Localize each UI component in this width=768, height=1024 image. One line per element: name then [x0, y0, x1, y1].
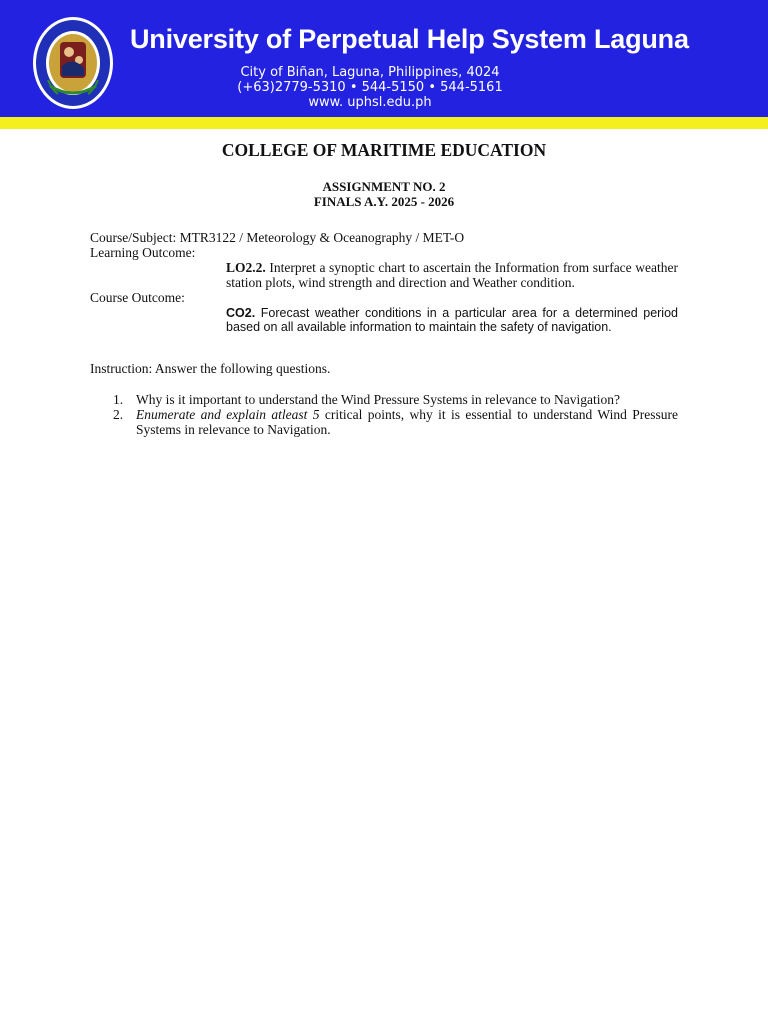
- lo-description: Interpret a synoptic chart to ascertain the Information from surface weather station plots, wind strength and direction and Weather condition.: [226, 260, 678, 290]
- course-outcome-text: [226, 306, 678, 334]
- university-seal-logo: [32, 16, 114, 110]
- course-outcome-label: Course Outcome:: [90, 290, 185, 305]
- course-subject: Course/Subject: MTR3122 / Meteorology & Oceanography / MET-O: [90, 230, 465, 245]
- question-emphasis: Enumerate and explain atleast 5: [136, 407, 320, 422]
- assignment-term: FINALS A.Y. 2025 - 2026: [313, 194, 455, 209]
- university-website: www. uphsl.edu.ph: [308, 95, 432, 110]
- assignment-number: ASSIGNMENT NO. 2: [322, 179, 446, 194]
- instruction: Instruction: Answer the following questions.: [90, 361, 331, 376]
- question-text: Why is it important to understand the Wind Pressure Systems in relevance to Navigation?: [136, 392, 620, 407]
- university-name: University of Perpetual Help System Laguna: [130, 24, 689, 54]
- learning-outcome-text: [226, 260, 678, 290]
- learning-outcome-label: Learning Outcome:: [90, 245, 196, 260]
- co-code: CO2.: [226, 306, 256, 320]
- header-stripe: [0, 117, 768, 129]
- question-number: 2.: [113, 407, 124, 422]
- university-phones: (+63)2779-5310 • 544-5150 • 544-5161: [237, 80, 503, 95]
- lo-code: LO2.2.: [226, 260, 266, 275]
- co-description: Forecast weather conditions in a particular area for a determined period based on all available information to maintain the safety of navigation.: [226, 306, 678, 334]
- header-banner: [0, 0, 768, 117]
- college-title: COLLEGE OF MARITIME EDUCATION: [221, 140, 547, 160]
- question-body: critical points, why it is essential to understand Wind Pressure Systems in relevance to Navigation.: [136, 407, 678, 437]
- question-number: 1.: [113, 392, 124, 407]
- university-address: City of Biñan, Laguna, Philippines, 4024: [240, 65, 500, 80]
- question-text: [136, 407, 678, 437]
